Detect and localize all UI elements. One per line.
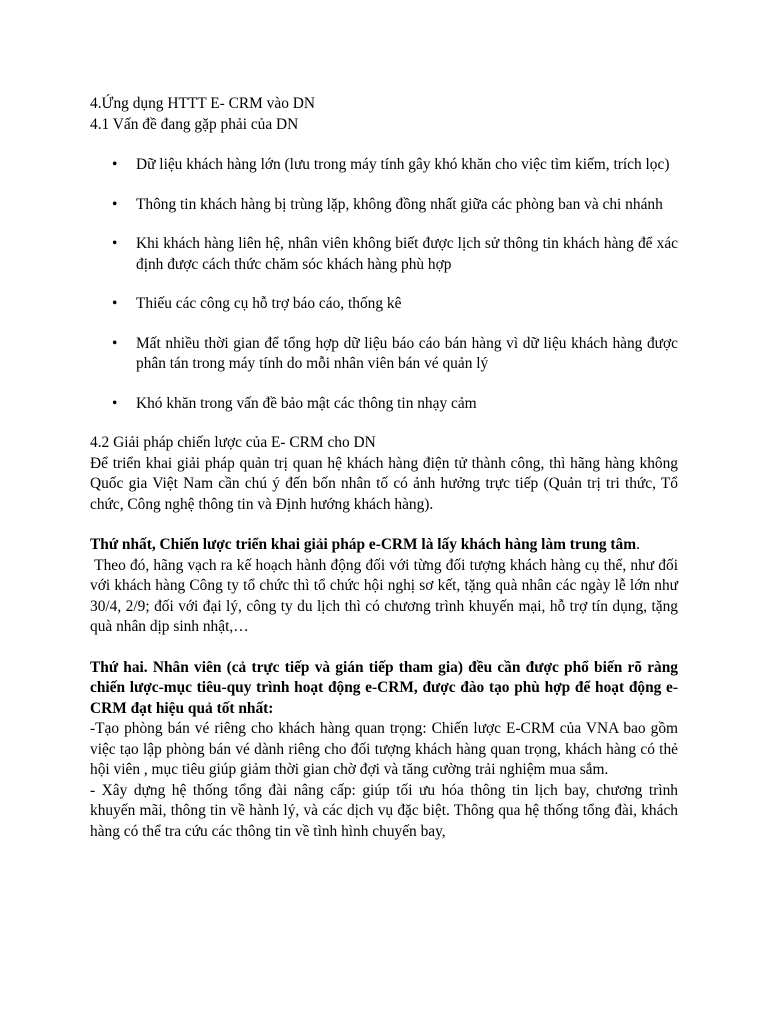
bullet-icon: • [112, 195, 118, 213]
list-item-text: Thiếu các công cụ hỗ trợ báo cáo, thống kê [136, 295, 402, 312]
list-item-text: Thông tin khách hàng bị trùng lặp, không đồng nhất giữa các phòng ban và chi nhánh [136, 195, 663, 213]
bullet-icon: • [112, 235, 118, 252]
document-page [90, 94, 682, 842]
intro-paragraph: Để triển khai giải pháp quản trị quan hệ khách hàng điện tử thành công, thì hãng hàng không Quốc gia Việt Nam cần chú ý đến bốn nhân tố có ảnh hưởng trực tiếp (Quản trị tri thức, Tổ chức, Công nghệ thông tin và Định hướng khách hàng). [90, 454, 678, 513]
list-item-text: Khi khách hàng liên hệ, nhân viên không biết được lịch sử thông tin khách hàng để xác định được cách thức chăm sóc khách hàng phù hợp [136, 235, 678, 273]
bullet-icon: • [112, 156, 118, 173]
first-strategy-heading [90, 535, 678, 556]
subsection-heading-4-2: 4.2 Giải pháp chiến lược của E- CRM cho DN [90, 434, 376, 451]
second-strategy-heading: Thứ hai. Nhân viên (cả trực tiếp và gián tiếp tham gia) đều cần được phổ biến rõ ràng chiến lược-mục tiêu-quy trình hoạt động e-CRM, được đào tạo phù hợp để hoạt động e-CRM đạt hiệu quả tốt nhất: [90, 658, 678, 717]
list-item-text: Khó khăn trong vấn đề bảo mật các thông tin nhạy cảm [136, 394, 477, 412]
bullet-icon: • [112, 334, 118, 352]
bullet-icon: • [112, 295, 118, 312]
subsection-heading-4-1: 4.1 Vấn đề đang gặp phải của DN [90, 115, 299, 133]
list-item [90, 155, 678, 176]
list-item-text: Mất nhiều thời gian để tổng hợp dữ liệu báo cáo bán hàng vì dữ liệu khách hàng được phân tán trong máy tính do mỗi nhân viên bán vé quản lý [136, 334, 678, 372]
problem-list [90, 155, 678, 414]
list-item [90, 294, 678, 315]
bullet-icon: • [112, 394, 118, 412]
second-strategy-item-call-center: - Xây dựng hệ thống tổng đài nâng cấp: giúp tối ưu hóa thông tin lịch bay, chương trình khuyến mãi, thông tin về hành lý, và các dịch vụ đặc biệt. Thông qua hệ thống tổng đài, khách hàng có thể tra cứu các thông tin về tình hình chuyến bay, [90, 781, 678, 840]
list-item [90, 394, 678, 415]
first-strategy-paragraph: Theo đó, hãng vạch ra kế hoạch hành động đối với từng đối tượng khách hàng cụ thể, như đối với khách hàng Công ty tổ chức thì tổ chức hội nghị sơ kết, tặng quà nhân các ngày lễ lớn như 30/4, 2/9; đối với đại lý, công ty du lịch thì có chương trình khuyến mại, hỗ trợ tín dụng, tặng quà nhân dịp sinh nhật,… [90, 556, 682, 635]
list-item [90, 234, 678, 275]
first-strategy-heading-tail: . [636, 536, 640, 553]
section-heading-4: 4.Ứng dụng HTTT E- CRM vào DN [90, 95, 315, 112]
list-item [90, 195, 678, 216]
first-strategy-heading-bold: Thứ nhất, Chiến lược triển khai giải pháp e-CRM là lấy khách hàng làm trung tâm [90, 536, 637, 553]
list-item-text: Dữ liệu khách hàng lớn (lưu trong máy tính gây khó khăn cho việc tìm kiếm, trích lọc) [136, 156, 670, 173]
second-strategy-item-vip-ticket-office: -Tạo phòng bán vé riêng cho khách hàng quan trọng: Chiến lược E-CRM của VNA bao gồm việc tạo lập phòng bán vé dành riêng cho đối tượng khách hàng quan trọng, khách hàng có thẻ hội viên , mục tiêu giúp giảm thời gian chờ đợi và tăng cường trải nghiệm mua sắm. [90, 720, 678, 778]
list-item [90, 334, 678, 375]
